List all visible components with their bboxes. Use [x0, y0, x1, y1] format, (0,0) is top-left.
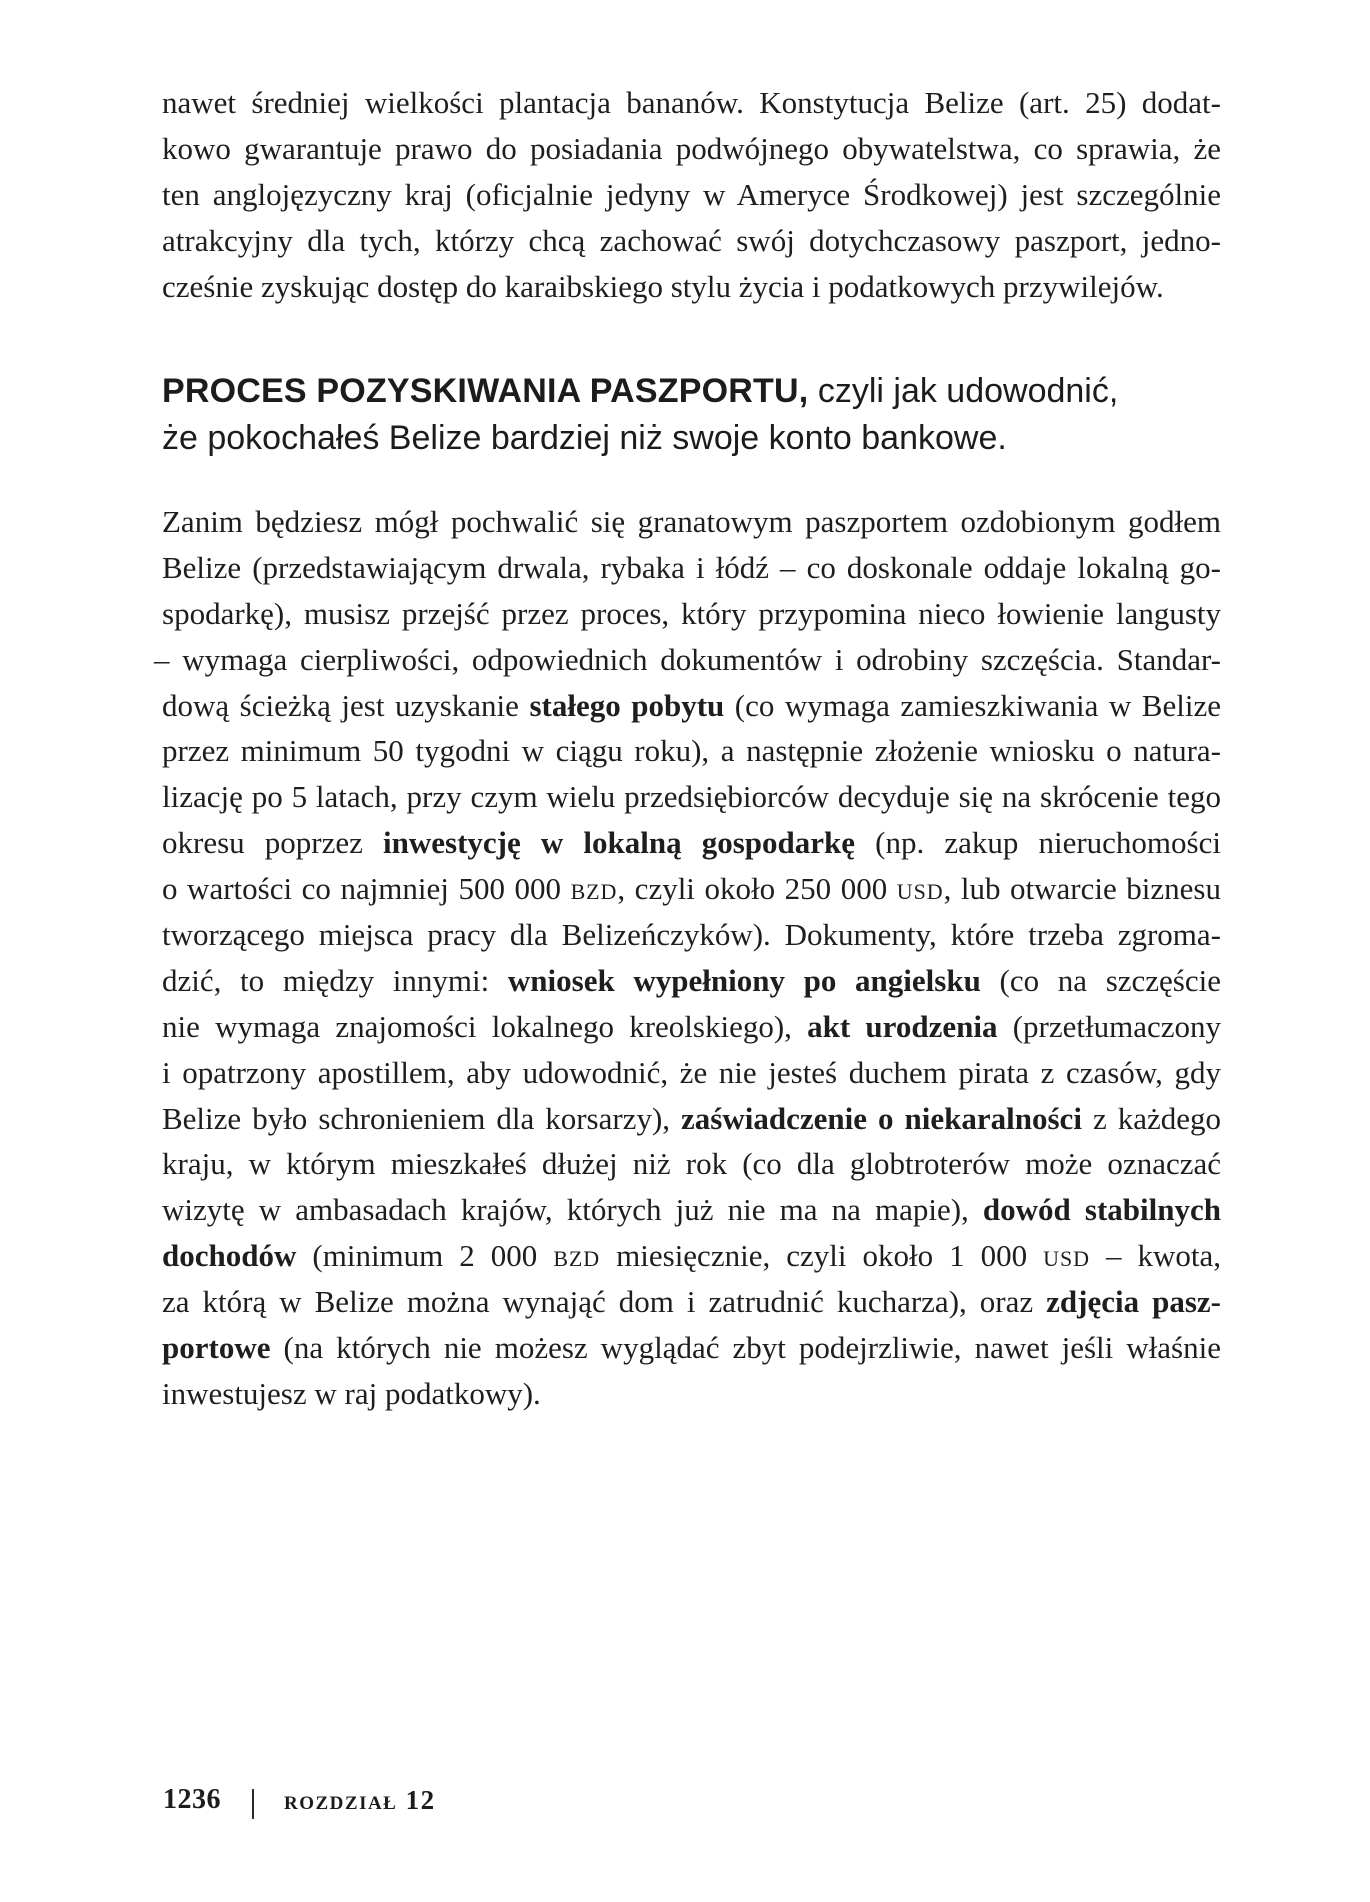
- text-line: [162, 1233, 1221, 1279]
- section-heading: [162, 368, 1222, 462]
- text-run: Belize było schronieniem dla korsarzy),: [162, 1100, 682, 1136]
- text-line: kowo gwarantuje prawo do posiadania podwójnego obywatelstwa, co sprawia, że: [162, 130, 1221, 166]
- text-run: dzić, to między innymi:: [162, 962, 508, 998]
- bold-term: zdjęcia pasz-: [1046, 1284, 1221, 1320]
- page-footer: [163, 1778, 436, 1822]
- heading-line-1-rest: czyli jak udowodnić,: [808, 372, 1119, 410]
- bold-term: wniosek wypełniony po angielsku: [507, 962, 981, 998]
- text-line: [162, 728, 1221, 774]
- text-run: spodarkę), musisz przejść przez proces, który przypomina nieco łowienie langusty: [162, 595, 1221, 631]
- text-line: [162, 591, 1221, 637]
- bold-term: zaświadczenie o niekaralności: [681, 1100, 1082, 1136]
- bold-term: dochodów: [162, 1238, 297, 1274]
- bold-term: dowód stabilnych: [982, 1192, 1222, 1228]
- text-line: [162, 912, 1221, 958]
- text-line: [162, 1325, 1221, 1371]
- text-line: [162, 1187, 1221, 1233]
- text-run: Belize (przedstawiającym drwala, rybaka i łódź – co doskonale oddaje lokalną go-: [162, 549, 1221, 585]
- text-run: – wymaga cierpliwości, odpowiednich dokumentów i odrobiny szczęścia. Standar-: [154, 641, 1221, 677]
- text-run: tworzącego miejsca pracy dla Belizeńczyków). Dokumenty, które trzeba zgroma-: [162, 917, 1221, 953]
- chapter-label: rozdział 12: [284, 1784, 436, 1815]
- text-line: [162, 1004, 1221, 1050]
- bold-term: portowe: [162, 1330, 271, 1366]
- text-run: (na których nie możesz wyglądać zbyt podejrzliwie, nawet jeśli właśnie: [270, 1330, 1221, 1366]
- text-run: , lub otwarcie biznesu: [943, 871, 1221, 907]
- text-run: miesięcznie, czyli około 1 000: [600, 1238, 1044, 1274]
- text-line: nawet średniej wielkości plantacja bananów. Konstytucja Belize (art. 25) dodat-: [162, 85, 1221, 120]
- text-run: , czyli około 250 000: [617, 871, 897, 907]
- text-line: [162, 1279, 1221, 1325]
- text-run: Zanim będziesz mógł pochwalić się granatowym paszportem ozdobionym godłem: [162, 504, 1221, 539]
- text-line: [162, 1141, 1221, 1187]
- text-line: [162, 820, 1221, 866]
- text-run: (np. zakup nieruchomości: [855, 825, 1221, 861]
- page-number: 1236: [163, 1784, 221, 1815]
- heading-bold-part: PROCES POZYSKIWANIA PASZPORTU,: [162, 372, 809, 410]
- currency-code: bzd: [553, 1238, 601, 1274]
- text-run: – kwota,: [1089, 1238, 1221, 1274]
- text-run: (przetłumaczony: [997, 1008, 1221, 1044]
- text-line: cześnie zyskując dostęp do karaibskiego stylu życia i podatkowych przywilejów.: [162, 268, 1164, 304]
- text-run: dową ścieżką jest uzyskanie: [162, 687, 530, 723]
- text-line: [162, 683, 1221, 729]
- footer-separator: [252, 1789, 254, 1819]
- text-line: [162, 866, 1221, 912]
- intro-paragraph: [162, 80, 1221, 309]
- currency-code: usd: [1043, 1238, 1090, 1274]
- heading-line-1: [162, 368, 1222, 415]
- text-run: wizytę w ambasadach krajów, których już nie ma na mapie),: [162, 1192, 983, 1228]
- text-line: [162, 774, 1221, 820]
- text-run: lizację po 5 latach, przy czym wielu przedsiębiorców decyduje się na skrócenie tego: [162, 779, 1221, 815]
- currency-code: usd: [896, 871, 944, 907]
- text-run: (co na szczęście: [980, 962, 1221, 998]
- text-run: przez minimum 50 tygodni w ciągu roku), a następnie złożenie wniosku o natura-: [162, 733, 1221, 769]
- text-run: kraju, w którym mieszkałeś dłużej niż rok (co dla globtroterów może oznaczać: [162, 1146, 1221, 1182]
- text-run: z każdego: [1081, 1100, 1221, 1136]
- text-line: [162, 499, 1221, 545]
- text-run: okresu poprzez: [162, 825, 383, 861]
- text-line: [154, 637, 1221, 683]
- text-line: [162, 1096, 1221, 1142]
- bold-term: akt urodzenia: [807, 1008, 998, 1044]
- text-run: inwestujesz w raj podatkowy).: [162, 1375, 541, 1411]
- bold-term: stałego pobytu: [529, 687, 725, 723]
- text-line: [162, 958, 1221, 1004]
- currency-code: bzd: [570, 871, 618, 907]
- text-line: atrakcyjny dla tych, którzy chcą zachować swój dotychczasowy paszport, jedno-: [162, 222, 1221, 258]
- text-line: [162, 545, 1221, 591]
- bold-term: inwestycję w lokalną gospodarkę: [383, 825, 856, 861]
- text-run: i opatrzony apostillem, aby udowodnić, że nie jesteś duchem pirata z czasów, gdy: [162, 1054, 1221, 1090]
- text-line: [162, 1371, 1221, 1417]
- text-run: nie wymaga znajomości lokalnego kreolskiego),: [162, 1008, 808, 1044]
- text-run: (minimum 2 000: [296, 1238, 554, 1274]
- body-paragraph: [154, 499, 1222, 1417]
- text-line: ten anglojęzyczny kraj (oficjalnie jedyny w Ameryce Środkowej) jest szczególnie: [162, 176, 1221, 212]
- text-run: o wartości co najmniej 500 000: [162, 871, 571, 907]
- heading-line-2: że pokochałeś Belize bardziej niż swoje konto bankowe.: [162, 419, 1007, 457]
- text-run: (co wymaga zamieszkiwania w Belize: [724, 687, 1221, 723]
- text-line: [162, 1050, 1221, 1096]
- text-run: za którą w Belize można wynająć dom i zatrudnić kucharza), oraz: [162, 1284, 1047, 1320]
